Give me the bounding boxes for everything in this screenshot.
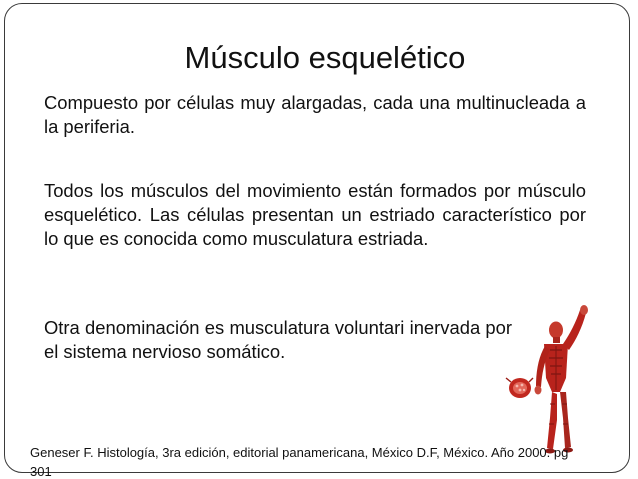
muscle-body-figure [535, 305, 589, 454]
bibliographic-citation: Geneser F. Histología, 3ra edición, editorial panamericana, México D.F, México. Año 2000. pg 301 [30, 445, 569, 479]
muscle-fiber-bundle-illustration [506, 378, 533, 398]
muscular-figure-illustration [500, 300, 610, 460]
paragraph-voluntary-musculature: Otra denominación es musculatura voluntari inervada por el sistema nervioso somático. [44, 317, 512, 362]
slide-title: Músculo esquelético [184, 40, 466, 75]
paragraph-movement-muscles: Todos los músculos del movimiento están formados por músculo esquelético. Las células presentan un estriado característico por lo que es conocida como musculatura estriada. [44, 180, 586, 249]
paragraph-composition: Compuesto por células muy alargadas, cada una multinucleada a la periferia. [44, 92, 586, 137]
